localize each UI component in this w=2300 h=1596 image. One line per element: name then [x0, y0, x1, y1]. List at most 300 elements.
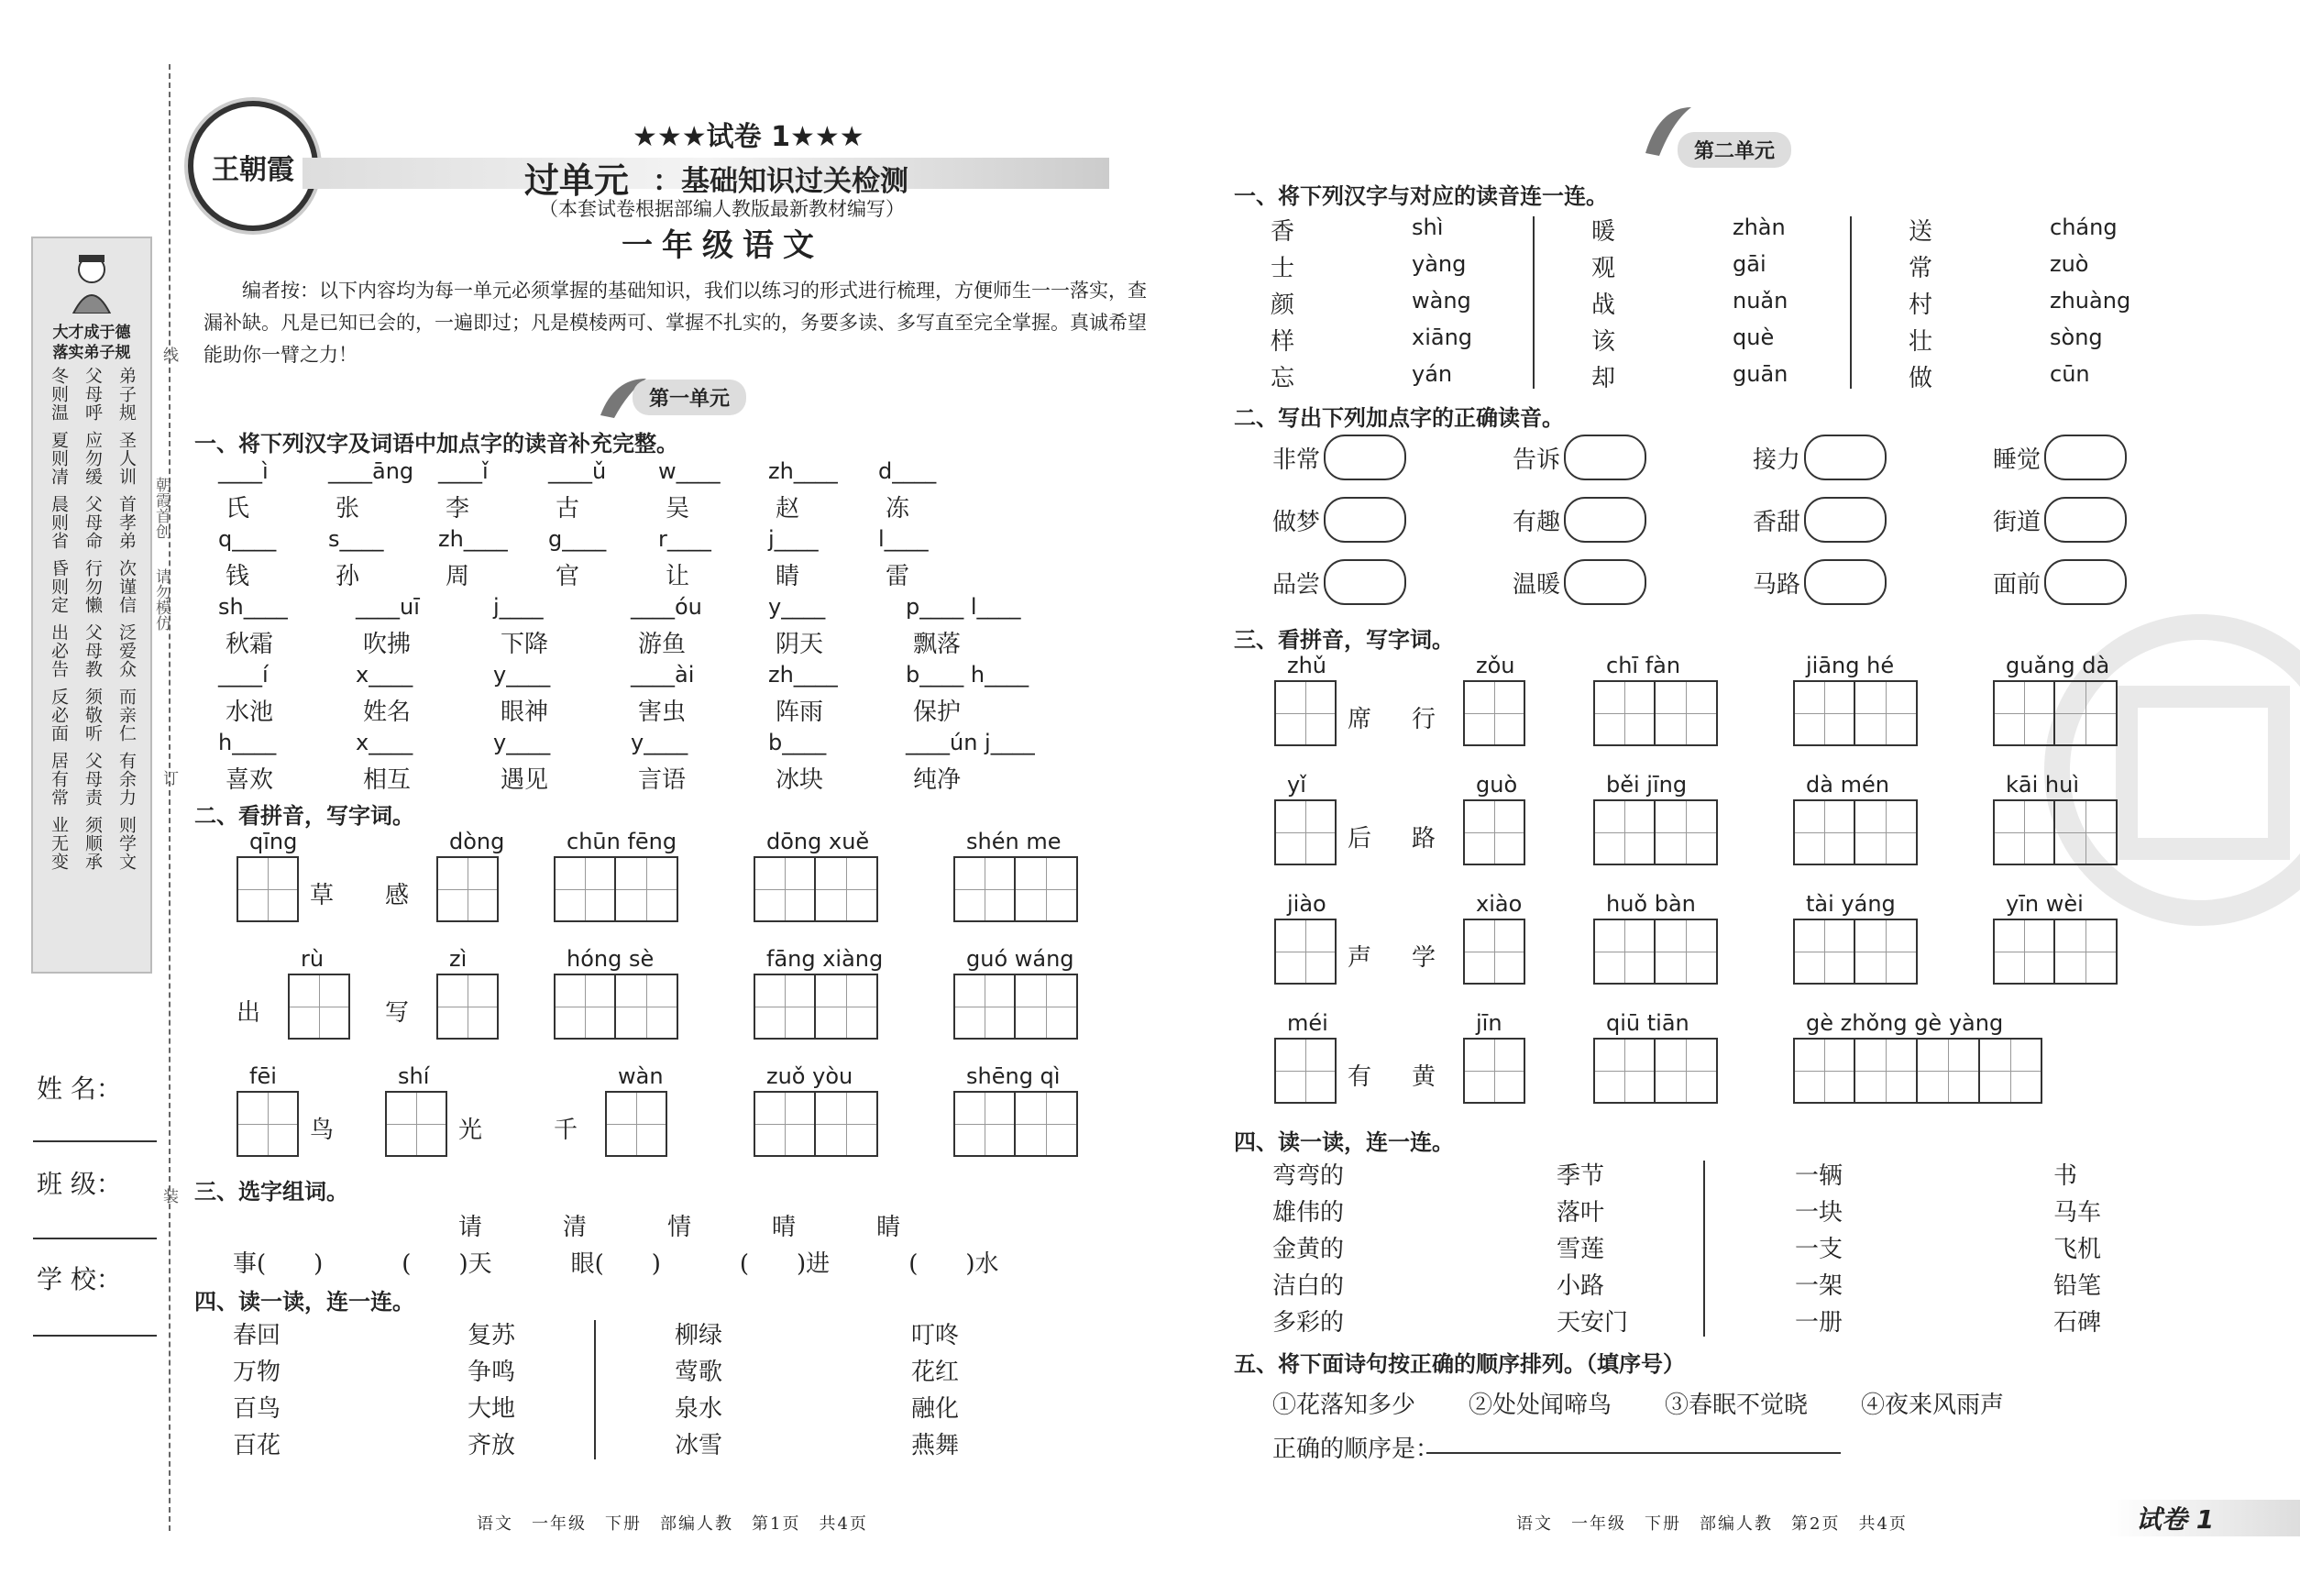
answer-cloud[interactable]	[1564, 559, 1646, 605]
reading-item	[1993, 559, 2127, 605]
pinyin-blank[interactable]: ____í	[218, 662, 269, 688]
reading-item	[1272, 559, 1406, 605]
u1-q1-row	[218, 594, 1135, 662]
writing-grid[interactable]	[1993, 680, 2118, 746]
given-char: 写	[385, 999, 410, 1027]
writing-grid[interactable]	[1993, 919, 2118, 985]
pinyin-label: dà mén	[1806, 772, 1889, 798]
pinyin-blank[interactable]: y____	[493, 662, 551, 688]
series-label: ★★★试卷 1★★★	[633, 121, 864, 153]
hanzi-word: 吴	[666, 495, 690, 523]
pinyin-blank[interactable]: y____	[768, 594, 826, 620]
u2-q1-title: 一、将下列汉字与对应的读音连一连。	[1234, 183, 1608, 209]
grid-cell[interactable]	[1016, 974, 1078, 1040]
reading-item	[1993, 435, 2127, 480]
pinyin-blank[interactable]: b____	[768, 730, 827, 755]
pinyin-blank[interactable]: l____	[878, 526, 929, 552]
grid-cell[interactable]	[953, 856, 1016, 922]
writing-grid[interactable]	[1593, 1038, 1718, 1104]
writing-grid[interactable]	[288, 974, 350, 1040]
pinyin-blank[interactable]: x____	[356, 730, 413, 755]
fill-blank[interactable]: ( )进	[739, 1250, 831, 1278]
dotted-word: 香甜	[1753, 508, 1801, 536]
grid-cell[interactable]	[1593, 680, 1656, 746]
answer-cloud[interactable]	[1564, 435, 1646, 480]
hanzi-word: 相互	[363, 766, 412, 794]
match-item[interactable]: 石碑	[2053, 1309, 2102, 1337]
hanzi-word: 冻	[886, 495, 910, 523]
pinyin-blank[interactable]: g____	[548, 526, 607, 552]
option-char: 睛	[876, 1214, 901, 1241]
writing-grid[interactable]	[953, 1091, 1078, 1157]
grid-cell[interactable]	[554, 974, 616, 1040]
pinyin-blank[interactable]: y____	[493, 730, 551, 755]
match-item[interactable]: 一架	[1795, 1272, 1843, 1300]
writing-grid[interactable]	[237, 1091, 299, 1157]
match-pinyin[interactable]: què	[1733, 325, 1775, 350]
match-hanzi[interactable]: 颜	[1271, 292, 1295, 319]
reading-item	[1753, 435, 1887, 480]
match-hanzi[interactable]: 做	[1909, 365, 1933, 392]
grid-cell[interactable]	[436, 856, 499, 922]
answer-cloud[interactable]	[1804, 435, 1887, 480]
grid-cell[interactable]	[605, 1091, 667, 1157]
grid-cell[interactable]	[1918, 1038, 1980, 1104]
pinyin-blank[interactable]: ____ài	[631, 662, 695, 688]
grid-cell[interactable]	[1463, 919, 1525, 985]
hanzi-word: 言语	[638, 766, 687, 794]
pinyin-label: guǎng dà	[2006, 653, 2110, 678]
hanzi-word: 下降	[501, 631, 549, 658]
match-item[interactable]: 百鸟	[233, 1395, 281, 1423]
match-hanzi[interactable]: 香	[1271, 218, 1295, 246]
dotted-word: 街道	[1993, 508, 2041, 536]
match-item[interactable]: 书	[2053, 1162, 2078, 1190]
u1-q4-title: 四、读一读，连一连。	[194, 1289, 414, 1315]
match-hanzi[interactable]: 常	[1909, 255, 1933, 282]
answer-cloud[interactable]	[1804, 559, 1887, 605]
hanzi-word: 孙	[336, 563, 360, 590]
match-item[interactable]: 弯弯的	[1272, 1162, 1345, 1190]
grid-cell[interactable]	[1993, 919, 2055, 985]
grid-cell[interactable]	[1993, 680, 2055, 746]
given-char: 草	[310, 882, 335, 909]
grid-cell[interactable]	[953, 1091, 1016, 1157]
match-item[interactable]: 燕舞	[911, 1432, 960, 1459]
grid-cell[interactable]	[436, 974, 499, 1040]
match-hanzi[interactable]: 暖	[1591, 218, 1616, 246]
given-char: 光	[458, 1117, 483, 1144]
pinyin-label: tài yáng	[1806, 891, 1896, 917]
match-hanzi[interactable]: 壮	[1909, 328, 1933, 356]
u1-q4-right-b	[911, 1316, 959, 1463]
pinyin-blank[interactable]: s____	[328, 526, 384, 552]
hanzi-word: 冰块	[776, 766, 824, 794]
given-char: 有	[1348, 1063, 1372, 1091]
pinyin-label: rù	[301, 946, 325, 972]
writing-grid[interactable]	[554, 974, 678, 1040]
reading-item	[1513, 435, 1646, 480]
grid-cell[interactable]	[616, 856, 678, 922]
match-item[interactable]: 季节	[1557, 1162, 1605, 1190]
writing-grid[interactable]	[1463, 1038, 1525, 1104]
hanzi-word: 氏	[226, 495, 250, 523]
match-item[interactable]: 飞机	[2053, 1236, 2102, 1263]
match-item[interactable]: 万物	[233, 1359, 281, 1386]
match-item[interactable]: 一册	[1795, 1309, 1843, 1337]
match-hanzi[interactable]: 忘	[1271, 365, 1295, 392]
match-item[interactable]: 争鸣	[468, 1359, 516, 1386]
pinyin-blank[interactable]: p____ l____	[906, 594, 1021, 620]
writing-grid[interactable]	[1463, 919, 1525, 985]
grid-cell[interactable]	[816, 1091, 878, 1157]
grid-cell[interactable]	[237, 1091, 299, 1157]
given-char: 黄	[1412, 1063, 1436, 1091]
grid-cell[interactable]	[754, 1091, 816, 1157]
vertical-note-1: 朝霞首创	[152, 477, 171, 539]
match-item[interactable]: 叮咚	[911, 1322, 960, 1349]
grid-cell[interactable]	[1855, 680, 1918, 746]
pinyin-blank[interactable]: q____	[218, 526, 277, 552]
dotted-word: 品尝	[1272, 570, 1321, 599]
hanzi-word: 保护	[913, 699, 962, 726]
match-item[interactable]: 大地	[468, 1395, 516, 1423]
grid-cell[interactable]	[1463, 1038, 1525, 1104]
answer-cloud[interactable]	[1324, 497, 1406, 543]
fill-blank[interactable]: ( )水	[908, 1250, 999, 1278]
grid-cell[interactable]	[816, 856, 878, 922]
writing-grid[interactable]	[1793, 680, 1918, 746]
hanzi-word: 害虫	[638, 699, 687, 726]
match-item[interactable]: 柳绿	[675, 1322, 723, 1349]
writing-grid[interactable]	[1993, 799, 2118, 865]
name-label: 姓 名：	[37, 1073, 122, 1104]
pinyin-label: guò	[1476, 772, 1518, 798]
writing-grid[interactable]	[953, 974, 1078, 1040]
answer-cloud[interactable]	[1324, 435, 1406, 480]
writing-grid[interactable]	[554, 856, 678, 922]
grid-cell[interactable]	[1793, 799, 1855, 865]
pinyin-blank[interactable]: ____ún j____	[906, 730, 1035, 755]
pinyin-blank[interactable]: ____ǐ	[438, 458, 489, 484]
pinyin-label: dòng	[449, 829, 505, 854]
grid-cell[interactable]	[1855, 799, 1918, 865]
answer-cloud[interactable]	[1324, 559, 1406, 605]
answer-cloud[interactable]	[1804, 497, 1887, 543]
match-pinyin[interactable]: cūn	[2050, 361, 2090, 387]
answer-cloud[interactable]	[2044, 497, 2127, 543]
pinyin-blank[interactable]: x____	[356, 662, 413, 688]
match-pinyin[interactable]: sòng	[2050, 325, 2103, 350]
hanzi-word: 飘落	[913, 631, 962, 658]
match-pinyin[interactable]: zhuàng	[2050, 288, 2131, 314]
answer-cloud[interactable]	[1564, 497, 1646, 543]
pinyin-blank[interactable]: j____	[493, 594, 544, 620]
match-pinyin[interactable]: zhàn	[1733, 215, 1786, 240]
hanzi-word: 纯净	[913, 766, 962, 794]
grid-cell[interactable]	[1993, 799, 2055, 865]
pinyin-blank[interactable]: r____	[658, 526, 711, 552]
title-sub: ：基础知识过关检测	[653, 165, 908, 198]
match-item[interactable]: 金黄的	[1272, 1236, 1345, 1263]
writing-grid[interactable]	[953, 856, 1078, 922]
pinyin-blank[interactable]: ____uī	[356, 594, 420, 620]
grid-cell[interactable]	[1274, 1038, 1337, 1104]
grid-cell[interactable]	[2055, 919, 2118, 985]
writing-grid[interactable]	[1793, 919, 1918, 985]
match-item[interactable]: 泉水	[675, 1395, 723, 1423]
pinyin-blank[interactable]: h____	[218, 730, 277, 755]
u2-q1-divider-1	[1533, 216, 1535, 389]
match-pinyin[interactable]: gāi	[1733, 251, 1766, 277]
writing-grid[interactable]	[1274, 799, 1337, 865]
match-pinyin[interactable]: cháng	[2050, 215, 2118, 240]
writing-grid[interactable]	[1593, 919, 1718, 985]
hanzi-word: 赵	[776, 495, 800, 523]
writing-grid[interactable]	[754, 1091, 878, 1157]
match-pinyin[interactable]: nuǎn	[1733, 288, 1788, 314]
match-item[interactable]: 冰雪	[675, 1432, 723, 1459]
grid-cell[interactable]	[237, 856, 299, 922]
writing-grid[interactable]	[1463, 680, 1525, 746]
rules-panel	[31, 237, 152, 974]
match-hanzi[interactable]: 送	[1909, 218, 1933, 246]
match-item[interactable]: 一块	[1795, 1199, 1843, 1227]
grid-cell[interactable]	[1656, 680, 1718, 746]
grid-cell[interactable]	[1463, 680, 1525, 746]
match-pinyin[interactable]: yán	[1412, 361, 1453, 387]
mark-zhuang: 装	[160, 1188, 178, 1204]
pinyin-blank[interactable]: zh____	[768, 662, 838, 688]
pinyin-label: yǐ	[1287, 772, 1306, 798]
fill-blank[interactable]: ( )天	[402, 1250, 492, 1278]
class-field[interactable]	[33, 1238, 157, 1239]
pinyin-label: fēi	[249, 1063, 277, 1089]
grid-cell[interactable]	[554, 856, 616, 922]
grid-cell[interactable]	[1980, 1038, 2042, 1104]
grid-cell[interactable]	[754, 974, 816, 1040]
pinyin-label: shén me	[966, 829, 1062, 854]
given-char: 鸟	[310, 1117, 335, 1144]
grid-cell[interactable]	[1593, 799, 1656, 865]
pinyin-blank[interactable]: y____	[631, 730, 688, 755]
grid-cell[interactable]	[1793, 919, 1855, 985]
hanzi-word: 眼神	[501, 699, 549, 726]
writing-grid[interactable]	[385, 1091, 447, 1157]
reading-item	[1513, 497, 1646, 543]
u1-q4-left-a	[233, 1316, 281, 1463]
slogan-2: 落实弟子规	[52, 344, 131, 362]
hanzi-word: 张	[336, 495, 360, 523]
match-hanzi[interactable]: 士	[1271, 255, 1295, 282]
writing-grid[interactable]	[754, 974, 878, 1040]
match-item[interactable]: 一辆	[1795, 1162, 1843, 1190]
writing-grid[interactable]	[1274, 680, 1337, 746]
grid-cell[interactable]	[1656, 799, 1718, 865]
rules-columns: 冬则温 父母呼 弟子规 夏则凊 应勿缓 圣人训 晨则省 父母命 首孝弟 昏则定 行勿懒 次谨信 出必告 父母教 泛爱众 反必面 须敬听 而亲仁 居有常 父母责 有余力 业无变 须顺承 则学文	[49, 367, 137, 871]
writing-grid[interactable]	[1274, 1038, 1337, 1104]
grid-cell[interactable]	[1656, 919, 1718, 985]
match-item[interactable]: 花红	[911, 1359, 960, 1386]
pinyin-label: jīn	[1476, 1010, 1502, 1036]
pinyin-label: zhǔ	[1287, 653, 1327, 678]
match-hanzi[interactable]: 样	[1271, 328, 1295, 356]
u1-q1-row	[218, 526, 1135, 594]
pinyin-label: jiāng hé	[1806, 653, 1895, 678]
edition-note: （本套试卷根据部编人教版最新教材编写）	[539, 198, 905, 220]
grid-cell[interactable]	[1855, 919, 1918, 985]
pinyin-blank[interactable]: ____óu	[631, 594, 702, 620]
grid-cell[interactable]	[1793, 680, 1855, 746]
hanzi-word: 官	[556, 563, 580, 590]
paper-badge: 试卷 1	[2108, 1500, 2300, 1536]
poem-line: ②处处闻啼鸟	[1469, 1392, 1612, 1419]
writing-grid[interactable]	[436, 856, 499, 922]
writing-grid[interactable]	[237, 856, 299, 922]
writing-grid[interactable]	[436, 974, 499, 1040]
pinyin-blank[interactable]: b____ h____	[906, 662, 1029, 688]
hanzi-word: 姓名	[363, 699, 412, 726]
match-item[interactable]: 铅笔	[2053, 1272, 2102, 1300]
hanzi-word: 古	[556, 495, 580, 523]
grid-cell[interactable]	[616, 974, 678, 1040]
pinyin-label: hóng sè	[567, 946, 655, 972]
writing-grid[interactable]	[1793, 799, 1918, 865]
pinyin-blank[interactable]: j____	[768, 526, 819, 552]
grid-cell[interactable]	[288, 974, 350, 1040]
match-pinyin[interactable]: yàng	[1412, 251, 1467, 277]
u2-q4-left-a	[1272, 1157, 1344, 1340]
dotted-word: 睡觉	[1993, 446, 2041, 474]
grid-cell[interactable]	[1016, 856, 1078, 922]
pinyin-label: zì	[449, 946, 468, 972]
u1-q3-chars	[458, 1208, 900, 1242]
match-item[interactable]: 雪莲	[1557, 1236, 1605, 1263]
grid-cell[interactable]	[1593, 919, 1656, 985]
match-hanzi[interactable]: 村	[1909, 292, 1933, 319]
pinyin-label: qiū tiān	[1606, 1010, 1689, 1036]
match-hanzi[interactable]: 该	[1591, 328, 1616, 356]
match-item[interactable]: 多彩的	[1272, 1309, 1345, 1337]
hanzi-word: 吹拂	[363, 631, 412, 658]
match-pinyin[interactable]: xiāng	[1412, 325, 1473, 350]
scholar-icon	[64, 249, 119, 314]
writing-grid[interactable]	[1274, 919, 1337, 985]
pinyin-blank[interactable]: ____ì	[218, 458, 269, 484]
school-field[interactable]	[33, 1335, 157, 1337]
dotted-word: 温暖	[1513, 570, 1561, 599]
class-label: 班 级：	[37, 1169, 122, 1199]
pinyin-blank[interactable]: ____āng	[328, 458, 414, 484]
answer-cloud[interactable]	[2044, 435, 2127, 480]
footer-page2: 语文 一年级 下册 部编人教 第2页 共4页	[1516, 1514, 1908, 1534]
pinyin-blank[interactable]: w____	[658, 458, 721, 484]
match-item[interactable]: 洁白的	[1272, 1272, 1345, 1300]
writing-grid[interactable]	[1593, 680, 1718, 746]
match-item[interactable]: 落叶	[1557, 1199, 1605, 1227]
match-hanzi[interactable]: 战	[1591, 292, 1616, 319]
hanzi-word: 水池	[226, 699, 274, 726]
match-item[interactable]: 百花	[233, 1432, 281, 1459]
grid-cell[interactable]	[2055, 799, 2118, 865]
fill-blank[interactable]: 眼( )	[570, 1250, 661, 1278]
match-item[interactable]: 莺歌	[675, 1359, 723, 1386]
match-item[interactable]: 雄伟的	[1272, 1199, 1345, 1227]
match-item[interactable]: 马车	[2053, 1199, 2102, 1227]
grid-cell[interactable]	[1274, 799, 1337, 865]
match-item[interactable]: 小路	[1557, 1272, 1605, 1300]
writing-grid[interactable]	[754, 856, 878, 922]
pinyin-blank[interactable]: zh____	[768, 458, 838, 484]
grid-cell[interactable]	[385, 1091, 447, 1157]
match-item[interactable]: 融化	[911, 1395, 960, 1423]
match-item[interactable]: 复苏	[468, 1322, 516, 1349]
grid-cell[interactable]	[1274, 680, 1337, 746]
binding-line	[169, 64, 171, 1531]
grid-cell[interactable]	[1855, 1038, 1918, 1104]
u2-q4-left-b	[1557, 1157, 1628, 1340]
u2-q5-answer-field[interactable]	[1426, 1452, 1841, 1454]
title-main: 过单元	[524, 160, 630, 201]
u1-q4-left-b	[468, 1316, 515, 1463]
u2-q4-right-a	[1795, 1157, 1843, 1340]
match-pinyin[interactable]: shì	[1412, 215, 1444, 240]
grid-cell[interactable]	[1793, 1038, 1855, 1104]
grid-cell[interactable]	[953, 974, 1016, 1040]
grid-cell[interactable]	[816, 974, 878, 1040]
match-item[interactable]: 齐放	[468, 1432, 516, 1459]
grid-cell[interactable]	[1463, 799, 1525, 865]
u2-q2-title: 二、写出下列加点字的正确读音。	[1234, 405, 1564, 431]
match-item[interactable]: 春回	[233, 1322, 281, 1349]
pinyin-label: méi	[1287, 1010, 1328, 1036]
match-hanzi[interactable]: 却	[1591, 365, 1616, 392]
u2-q1-divider-2	[1850, 216, 1852, 389]
pinyin-blank[interactable]: d____	[878, 458, 937, 484]
given-char: 声	[1348, 944, 1372, 972]
fill-blank[interactable]: 事( )	[233, 1250, 324, 1278]
pinyin-blank[interactable]: ____ǔ	[548, 458, 607, 484]
match-item[interactable]: 天安门	[1557, 1309, 1629, 1337]
grid-cell[interactable]	[754, 856, 816, 922]
writing-grid[interactable]	[605, 1091, 667, 1157]
pinyin-blank[interactable]: sh____	[218, 594, 288, 620]
match-item[interactable]: 一支	[1795, 1236, 1843, 1263]
grid-cell[interactable]	[1016, 1091, 1078, 1157]
reading-item	[1753, 559, 1887, 605]
u1-q1-row	[218, 458, 1135, 526]
pinyin-label: gè zhǒng gè yàng	[1806, 1010, 2004, 1036]
option-char: 情	[667, 1214, 692, 1241]
grid-cell[interactable]	[2055, 680, 2118, 746]
pinyin-label: wàn	[618, 1063, 664, 1089]
writing-grid[interactable]	[1793, 1038, 2042, 1104]
match-hanzi[interactable]: 观	[1591, 255, 1616, 282]
pinyin-blank[interactable]: zh____	[438, 526, 508, 552]
pinyin-label: běi jīng	[1606, 772, 1688, 798]
name-field[interactable]	[33, 1140, 157, 1142]
grid-cell[interactable]	[1274, 919, 1337, 985]
reading-item	[1272, 497, 1406, 543]
match-pinyin[interactable]: zuò	[2050, 251, 2089, 277]
writing-grid[interactable]	[1463, 799, 1525, 865]
grid-cell[interactable]	[1593, 1038, 1656, 1104]
match-pinyin[interactable]: wàng	[1412, 288, 1471, 314]
match-pinyin[interactable]: guān	[1733, 361, 1788, 387]
answer-cloud[interactable]	[2044, 559, 2127, 605]
writing-grid[interactable]	[1593, 799, 1718, 865]
grid-cell[interactable]	[1656, 1038, 1718, 1104]
